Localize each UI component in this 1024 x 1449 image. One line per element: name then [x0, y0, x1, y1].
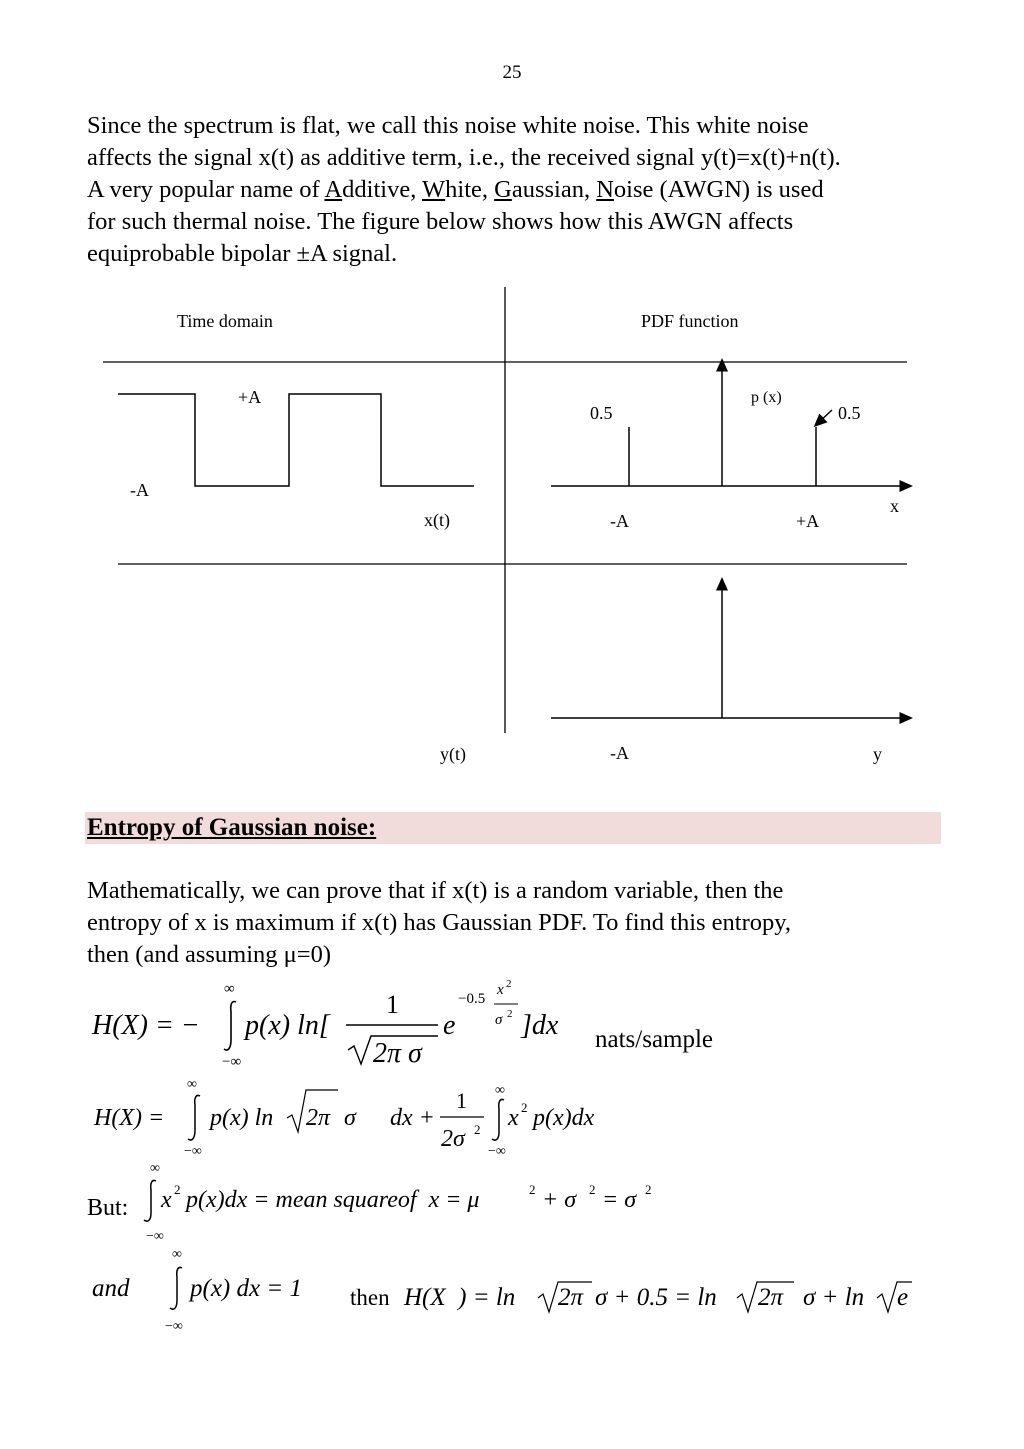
intro-line-4: for such thermal noise. The figure below shows how this AWGN affects — [87, 208, 794, 235]
eq4-lower-limit: −∞ — [165, 1319, 183, 1334]
section-line-3: then (and assuming μ=0) — [87, 941, 332, 968]
eq4-sqrt-arg-3: e — [897, 1284, 909, 1311]
intro-text: hite, — [445, 176, 495, 203]
eq2-term2-tail: p(x)dx — [533, 1105, 595, 1131]
eq1-exp-coeff: −0.5 — [458, 991, 486, 1007]
eq4-integral-sign — [170, 1267, 182, 1309]
eq2-frac-num: 1 — [456, 1088, 467, 1113]
eq2-sqrt-arg: 2π — [306, 1105, 331, 1131]
eq1-lhs: H(X) = − — [92, 1010, 200, 1041]
half-left-label: 0.5 — [590, 403, 613, 423]
eq3-body: p(x)dx = mean squareof x = μ — [186, 1187, 480, 1213]
intro-line-2: affects the signal x(t) as additive term, i.e., the received signal y(t)=x(t)+n(t). — [87, 144, 841, 171]
y-axis-label: y — [873, 744, 882, 764]
eq2-upper-limit-2: ∞ — [495, 1083, 505, 1098]
eq1-lower-limit: −∞ — [222, 1054, 242, 1070]
eq1-integrand: p(x) ln[ — [245, 1010, 330, 1041]
eq2-term1: p(x) ln — [210, 1105, 274, 1131]
time-domain-label: Time domain — [177, 311, 273, 331]
eq2-dx-plus: dx + — [390, 1105, 435, 1131]
intro-text: dditive, — [342, 176, 423, 203]
xt-label: x(t) — [424, 510, 450, 530]
section-line-1: Mathematically, we can prove that if x(t) is a random variable, then the — [87, 877, 784, 904]
eq3-mu-pow: 2 — [529, 1182, 536, 1197]
eq2-sigma: σ — [344, 1105, 356, 1131]
eq3-x-pow: 2 — [174, 1182, 181, 1197]
equation-1 — [91, 978, 713, 1070]
underlined-letter-g: G — [494, 176, 512, 203]
intro-text: A very popular name of — [87, 176, 325, 203]
eq1-numerator: 1 — [386, 990, 399, 1019]
eq4-body: p(x) dx = 1 — [190, 1275, 302, 1302]
equation-4 — [92, 1247, 912, 1334]
eq4-upper-limit: ∞ — [172, 1247, 182, 1262]
eq4-mid: σ + 0.5 = ln — [595, 1284, 717, 1311]
eq2-lower-limit-2: −∞ — [488, 1144, 506, 1159]
pdf-minus-a-label: -A — [610, 511, 629, 531]
eq3-prefix: But: — [87, 1195, 129, 1221]
eq4-h: H(X ) = ln — [404, 1284, 516, 1311]
eq3-upper-limit: ∞ — [150, 1161, 160, 1176]
intro-line-5: equiprobable bipolar ±A signal. — [87, 240, 398, 267]
eq2-term2: x — [508, 1105, 519, 1131]
eq1-exp-den-pow: 2 — [507, 1008, 513, 1020]
equation-2 — [93, 1077, 595, 1159]
eq1-integral-sign — [224, 1001, 236, 1050]
yt-label: y(t) — [440, 744, 466, 764]
half-right-label: 0.5 — [838, 403, 861, 423]
intro-text: oise (AWGN) is used — [613, 176, 824, 203]
eq4-sqrt-arg-2: 2π — [758, 1284, 784, 1311]
bottom-minus-a-label: -A — [610, 743, 629, 763]
eq3-eq-sigma: = σ — [596, 1187, 637, 1213]
eq1-tail: ]dx — [521, 1010, 559, 1041]
eq3-integral-sign — [144, 1180, 156, 1221]
eq1-exp-den: σ — [495, 1012, 503, 1028]
eq2-integral-sign-2 — [492, 1099, 504, 1140]
eq3-lower-limit: −∞ — [146, 1229, 164, 1244]
eq4-sqrt-arg-1: 2π — [558, 1284, 584, 1311]
equation-3 — [87, 1161, 652, 1244]
eq1-upper-limit: ∞ — [224, 981, 235, 997]
eq2-frac-den: 2σ — [441, 1126, 465, 1152]
eq1-exp-num: x — [497, 982, 504, 998]
eq1-denominator: 2π σ — [373, 1038, 422, 1069]
underlined-letter-w: W — [422, 176, 446, 203]
eq3-plus-sigma: + σ — [536, 1187, 577, 1213]
minus-a-label: -A — [130, 480, 149, 500]
eq2-frac-den-pow: 2 — [474, 1122, 481, 1137]
pdf-plus-a-label: +A — [796, 511, 820, 531]
section-heading: Entropy of Gaussian noise: — [87, 814, 377, 841]
eq2-upper-limit: ∞ — [187, 1077, 197, 1092]
underlined-letter-a: A — [324, 176, 343, 203]
page-number: 25 — [502, 62, 522, 83]
eq4-tail: σ + ln — [803, 1284, 865, 1311]
eq1-units: nats/sample — [595, 1026, 714, 1053]
eq3-x: x — [161, 1187, 172, 1213]
x-axis-label: x — [890, 496, 899, 516]
eq1-exp-num-pow: 2 — [506, 978, 512, 990]
eq4-and: and — [92, 1275, 130, 1302]
eq2-lower-limit: −∞ — [184, 1144, 202, 1159]
eq2-lhs: H(X) = — [94, 1105, 165, 1131]
intro-text: aussian, — [511, 176, 597, 203]
px-label: p (x) — [751, 389, 782, 406]
eq2-integral-sign — [188, 1095, 200, 1140]
eq2-term2-pow: 2 — [521, 1100, 528, 1115]
pdf-function-label: PDF function — [641, 311, 739, 331]
eq3-sigma-pow-2: 2 — [645, 1182, 652, 1197]
underlined-letter-n: N — [596, 176, 614, 203]
eq3-sigma-pow: 2 — [589, 1182, 596, 1197]
section-line-2: entropy of x is maximum if x(t) has Gaussian PDF. To find this entropy, — [87, 909, 792, 936]
eq1-e: e — [443, 1010, 456, 1041]
eq4-then: then — [350, 1285, 390, 1310]
plus-a-label: +A — [238, 387, 262, 407]
intro-line-1: Since the spectrum is flat, we call this noise white noise. This white noise — [87, 112, 809, 139]
